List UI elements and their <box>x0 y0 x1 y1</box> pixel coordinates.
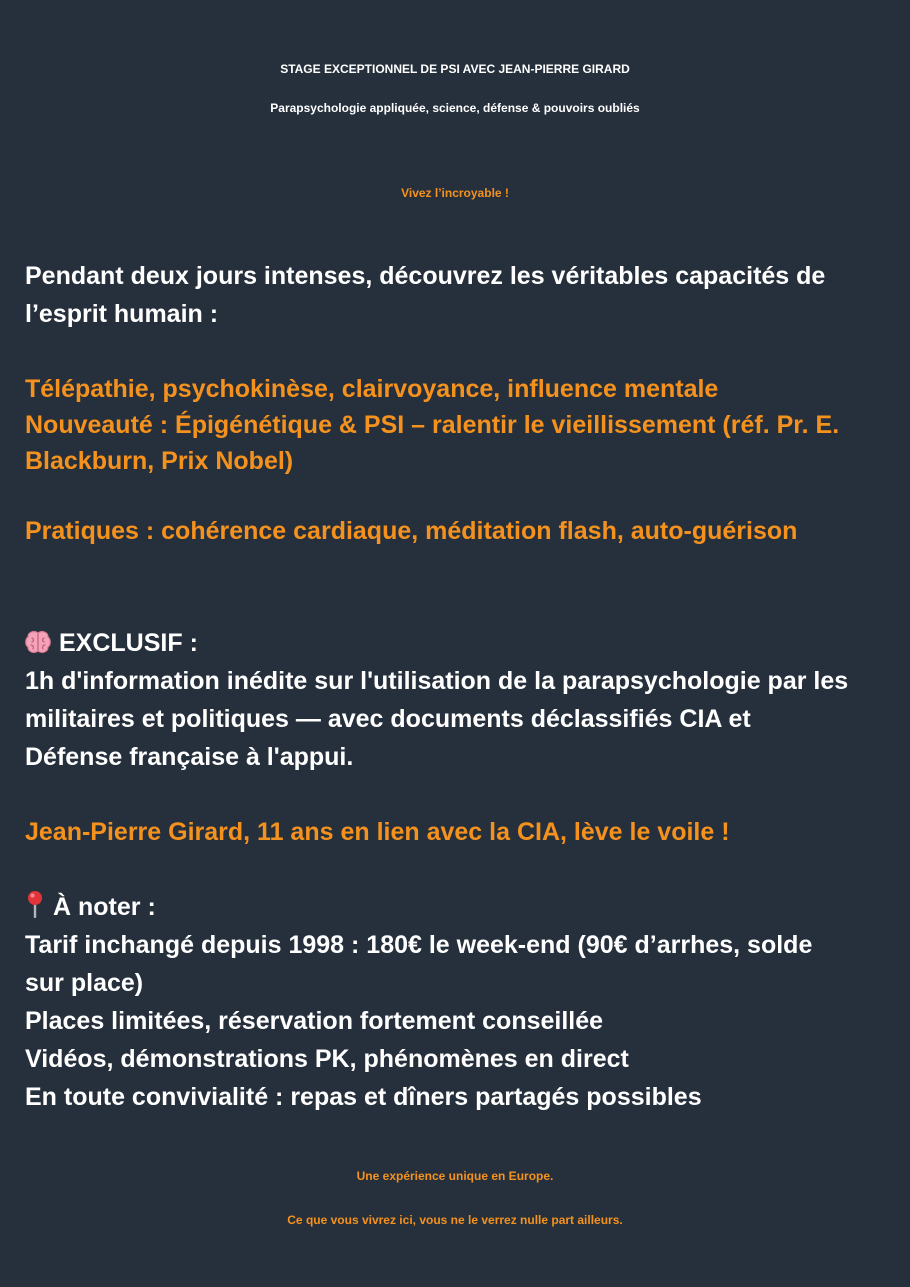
brain-icon <box>25 629 51 663</box>
exclusive-line-1: 1h d'information inédite sur l'utilisation de la parapsychologie par les <box>25 667 849 695</box>
notes-line-2: sur place) <box>25 969 144 997</box>
topics-line-3: Blackburn, Prix Nobel) <box>25 447 294 475</box>
notes-line-4: Vidéos, démonstrations PK, phénomènes en direct <box>25 1045 629 1073</box>
notes-line-1: Tarif inchangé depuis 1998 : 180€ le week-end (90€ d’arrhes, solde <box>25 931 813 959</box>
notes-line-3: Places limitées, réservation fortement conseillée <box>25 1007 604 1035</box>
pin-icon <box>25 890 45 927</box>
event-title: STAGE EXCEPTIONNEL DE PSI AVEC JEAN-PIERRE GIRARD <box>280 62 630 76</box>
topics-line-2: Nouveauté : Épigénétique & PSI – ralentir le vieillissement (réf. Pr. E. <box>25 411 840 439</box>
intro-line-1: Pendant deux jours intenses, découvrez les véritables capacités de <box>25 262 826 290</box>
notes-line-5: En toute convivialité : repas et dîners partagés possibles <box>25 1083 702 1111</box>
closing-line-1: Une expérience unique en Europe. <box>356 1169 554 1183</box>
intro-line-2: l’esprit humain : <box>25 300 219 328</box>
closing-line-2: Ce que vous vivrez ici, vous ne le verrez nulle part ailleurs. <box>287 1213 623 1227</box>
exclusive-line-2: militaires et politiques — avec documents déclassifiés CIA et <box>25 705 751 733</box>
event-subtitle: Parapsychologie appliquée, science, défense & pouvoirs oubliés <box>270 101 640 115</box>
practices-line: Pratiques : cohérence cardiaque, méditation flash, auto-guérison <box>25 517 798 545</box>
exclusive-label: EXCLUSIF : <box>59 629 198 657</box>
topics-line-1: Télépathie, psychokinèse, clairvoyance, influence mentale <box>25 375 719 403</box>
headline: Vivez l’incroyable ! <box>401 186 509 200</box>
exclusive-line-3: Défense française à l'appui. <box>25 743 354 771</box>
notes-label: À noter : <box>53 893 156 921</box>
exclusive-heading <box>25 626 198 663</box>
notes-heading <box>25 890 156 927</box>
reveal-line: Jean-Pierre Girard, 11 ans en lien avec la CIA, lève le voile ! <box>25 818 730 846</box>
